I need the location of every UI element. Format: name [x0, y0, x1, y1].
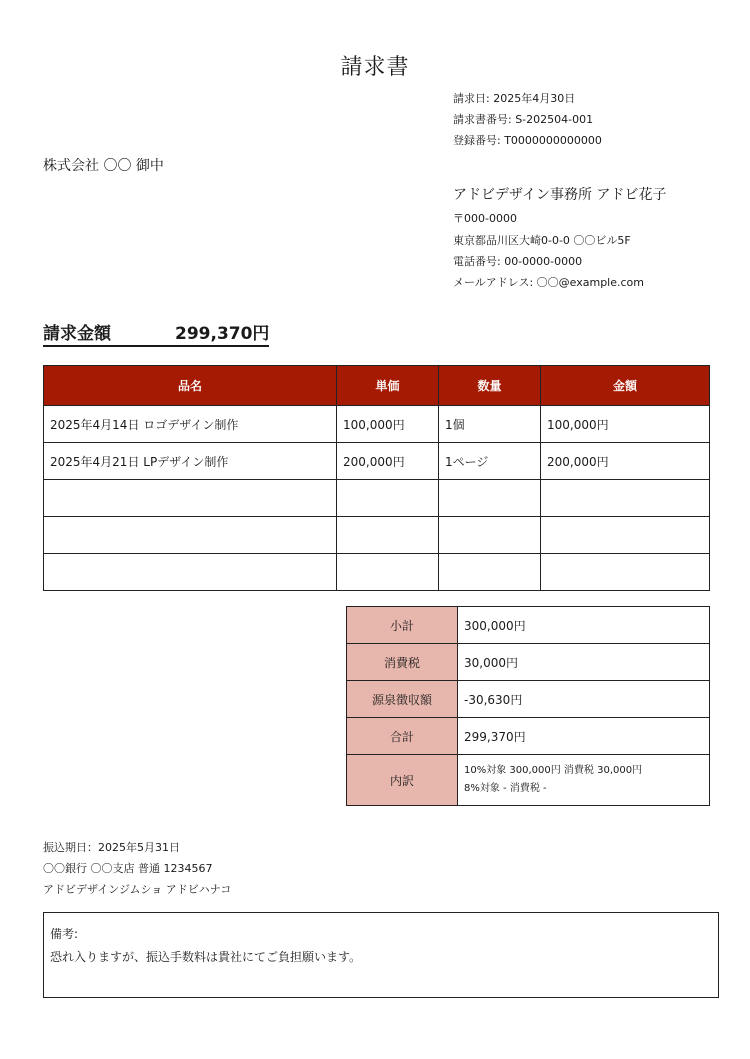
breakdown-label: 内訳: [347, 755, 458, 806]
unit-price-cell: [337, 480, 439, 517]
total-label: 合計: [347, 718, 458, 755]
total-value: 299,370円: [458, 718, 710, 755]
amount-cell: [541, 554, 710, 591]
amount-cell: 100,000円: [541, 406, 710, 443]
quantity-cell: 1個: [439, 406, 541, 443]
account-holder: アドビデザインジムショ アドビハナコ: [43, 883, 232, 896]
notes-text: 恐れ入りますが、振込手数料は貴社にてご負担願います。: [50, 950, 362, 964]
amount-cell: [541, 517, 710, 554]
notes-label: 備考:: [50, 927, 79, 941]
item-name-cell: 2025年4月21日 LPデザイン制作: [44, 443, 337, 480]
item-name-cell: 2025年4月14日 ロゴデザイン制作: [44, 406, 337, 443]
quantity-cell: 1ページ: [439, 443, 541, 480]
unit-price-cell: 200,000円: [337, 443, 439, 480]
notes-box: [43, 912, 719, 998]
unit-price-cell: [337, 517, 439, 554]
header-amount: 金額: [541, 366, 710, 406]
quantity-cell: [439, 480, 541, 517]
summary-row-total: [347, 718, 710, 755]
breakdown-value: [458, 755, 710, 806]
item-row: [44, 554, 710, 591]
client-name: 株式会社 〇〇 御中: [43, 158, 164, 174]
unit-price-cell: 100,000円: [337, 406, 439, 443]
payment-due: 振込期日：2025年5月31日: [43, 841, 180, 854]
breakdown-line-10: 10%対象 300,000円 消費税 30,000円: [464, 765, 643, 776]
amount-cell: 200,000円: [541, 443, 710, 480]
withholding-label: 源泉徴収額: [347, 681, 458, 718]
issuer-postal: 〒000-0000: [453, 212, 517, 225]
items-header-row: [44, 366, 710, 406]
header-unit-price: 単価: [337, 366, 439, 406]
issuer-address: 東京都品川区大崎0-0-0 〇〇ビル5F: [453, 234, 631, 247]
quantity-cell: [439, 517, 541, 554]
header-item-name: 品名: [44, 366, 337, 406]
item-row: [44, 480, 710, 517]
summary-row-breakdown: [347, 755, 710, 806]
document-title: 請求書: [340, 55, 410, 80]
billing-amount: [43, 323, 269, 347]
summary-row-tax: [347, 644, 710, 681]
bank-account: 〇〇銀行 〇〇支店 普通 1234567: [43, 862, 213, 875]
items-table: [43, 365, 710, 591]
issuer-email: メールアドレス: 〇〇@example.com: [453, 276, 644, 289]
item-row: [44, 406, 710, 443]
header-quantity: 数量: [439, 366, 541, 406]
quantity-cell: [439, 554, 541, 591]
unit-price-cell: [337, 554, 439, 591]
amount-cell: [541, 480, 710, 517]
item-row: [44, 517, 710, 554]
item-name-cell: [44, 480, 337, 517]
billing-amount-label: 請求金額: [43, 324, 111, 344]
item-row: [44, 443, 710, 480]
invoice-date: 請求日: 2025年4月30日: [453, 92, 576, 105]
invoice-number: 請求書番号: S-202504-001: [453, 113, 594, 126]
billing-amount-value: 299,370円: [175, 324, 270, 344]
item-name-cell: [44, 517, 337, 554]
tax-value: 30,000円: [458, 644, 710, 681]
subtotal-value: 300,000円: [458, 607, 710, 644]
subtotal-label: 小計: [347, 607, 458, 644]
withholding-value: -30,630円: [458, 681, 710, 718]
breakdown-line-8: 8%対象 - 消費税 -: [464, 783, 547, 794]
issuer-phone: 電話番号: 00-0000-0000: [453, 255, 583, 268]
summary-row-withholding: [347, 681, 710, 718]
summary-table: [346, 606, 710, 806]
registration-number: 登録番号: T0000000000000: [453, 134, 602, 147]
tax-label: 消費税: [347, 644, 458, 681]
summary-row-subtotal: [347, 607, 710, 644]
issuer-name: アドビデザイン事務所 アドビ花子: [453, 187, 667, 203]
item-name-cell: [44, 554, 337, 591]
